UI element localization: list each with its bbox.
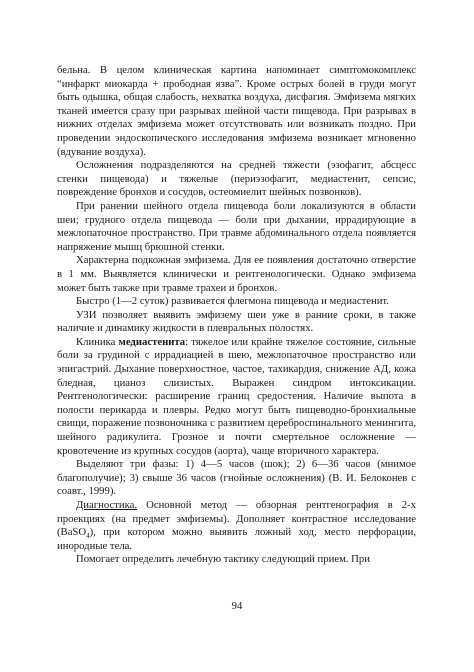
subscript-4: 4 xyxy=(86,532,90,541)
document-page xyxy=(57,64,416,567)
paragraph-7-lead: Клиника xyxy=(76,335,119,348)
paragraph-4: Характерна подкожная эмфизема. Для ее появления достаточно отверстие в 1 мм. Выявляется клинически и рентгенологически. Однако эмфизема может быть также при травме трахеи и бронхов. xyxy=(57,254,416,294)
paragraph-3: При ранении шейного отдела пищевода боли локализуются в области шеи; грудного отдела пищевода — боли при дыхании, иррадирующие в межлопаточное пространство. При травме абдоминального отдела появляется напряжение мышц брюшной стенки. xyxy=(57,199,416,253)
paragraph-7 xyxy=(57,336,416,458)
paragraph-9 xyxy=(57,499,416,553)
paragraph-1: бельна. В целом клиническая картина напоминает симптомокомплекс “инфаркт миокарда + прободная язва”. Кроме острых болей в груди могут быть одышка, общая слабость, нехватка воздуха, дисфагия. Эмфизема мягких тканей имеется сразу при разрывах шейной части пищевода. При разрывах в нижних отделах эмфизема может отсутствовать или возникать поздно. При проведении эндоскопического исследования эмфизема возникает мгновенно (вдувание воздуха). xyxy=(57,64,416,158)
paragraph-9-body-b: ), при котором можно выявить ложный ход, место перфорации, инородные тела. xyxy=(57,526,416,552)
paragraph-10: Помогает определить лечебную тактику следующий прием. При xyxy=(76,553,370,566)
paragraph-8: Выделяют три фазы: 1) 4—5 часов (шок); 2) 6—36 часов (мнимое благополучие); 3) свыше 36 часов (гнойные осложнения) (В. И. Белоконев с соавт., 1999). xyxy=(57,458,416,498)
diagnostics-heading: Диагностика. xyxy=(76,499,138,511)
paragraph-9-body-a: Основной метод — обзорная рентгенография в 2-х проекциях (на предмет эмфиземы). Дополняет контрастное исследование (BaSO xyxy=(57,499,416,539)
paragraph-7-body: : тяжелое или крайне тяжелое состояние, сильные боли за грудиной с иррадиацией в шею, межлопаточное пространство или эпигастрий. Дыхание поверхностное, частое, тахикардия, снижение АД, кожа бледная, цианоз слизистых. Выражен синдром интоксикации. Рентгенологически: расширение границ средостения. Наличие выпота в полости перикарда и плевры. Редко могут быть пищеводно-бронхиальные свищи, поражение позвоночника с развитием цереброспинального менингита, шейного радикулита. Грозное и почти смертельное осложнение — кровотечение из крупных сосудов (аорта), чаще вторичного характера. xyxy=(57,335,416,457)
paragraph-6: УЗИ позволяет выявить эмфизему шеи уже в ранние сроки, в также наличие и динамику жидкости в плевральных полостях. xyxy=(57,308,416,335)
paragraph-2: Осложнения подразделяются на средней тяжести (эзофагит, абсцесс стенки пищевода) и тяжелые (периэзофагит, медиастенит, сепсис, повреждение бронхов и сосудов, остеомиелит шейных позвонков). xyxy=(57,159,416,199)
bold-term-mediastinitis: медиастенита xyxy=(118,335,186,348)
paragraph-5: Быстро (1—2 суток) развивается флегмона пищевода и медиастенит. xyxy=(76,295,389,308)
page-number: 94 xyxy=(231,600,243,612)
